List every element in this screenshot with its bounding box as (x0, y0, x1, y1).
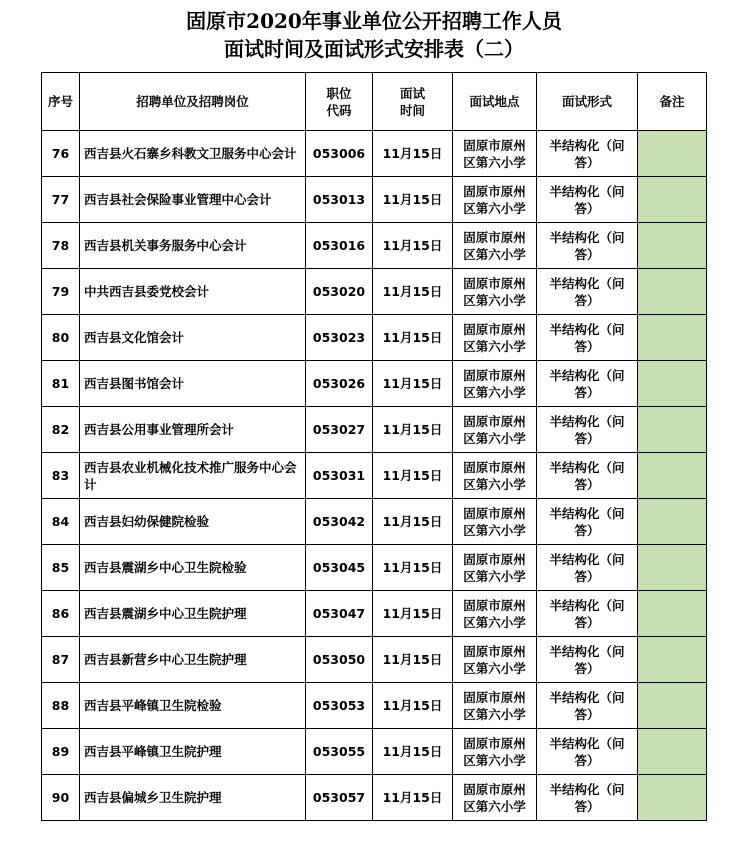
cell-unit: 西吉县火石寨乡科教文卫服务中心会计 (80, 131, 306, 177)
cell-form: 半结构化（问答） (537, 453, 638, 499)
cell-code: 053027 (306, 407, 373, 453)
cell-time: 11月15日 (373, 775, 453, 821)
table-row (42, 315, 707, 361)
cell-form: 半结构化（问答） (537, 361, 638, 407)
cell-unit: 西吉县新营乡中心卫生院护理 (80, 637, 306, 683)
cell-code: 053042 (306, 499, 373, 545)
table-row (42, 177, 707, 223)
cell-note (638, 591, 707, 637)
table-row (42, 545, 707, 591)
cell-place: 固原市原州区第六小学 (453, 591, 537, 637)
table-row (42, 499, 707, 545)
cell-seq: 83 (42, 453, 80, 499)
table-row (42, 269, 707, 315)
cell-note (638, 637, 707, 683)
cell-unit: 西吉县平峰镇卫生院护理 (80, 729, 306, 775)
cell-note (638, 269, 707, 315)
cell-code: 053053 (306, 683, 373, 729)
header-place: 面试地点 (453, 73, 537, 131)
cell-seq: 81 (42, 361, 80, 407)
cell-note (638, 545, 707, 591)
table-row (42, 453, 707, 499)
cell-unit: 西吉县公用事业管理所会计 (80, 407, 306, 453)
header-code (306, 73, 373, 131)
cell-code: 053047 (306, 591, 373, 637)
cell-time: 11月15日 (373, 591, 453, 637)
cell-time: 11月15日 (373, 499, 453, 545)
cell-place: 固原市原州区第六小学 (453, 223, 537, 269)
interview-schedule-table (41, 72, 707, 821)
cell-code: 053013 (306, 177, 373, 223)
cell-seq: 90 (42, 775, 80, 821)
table-row (42, 223, 707, 269)
cell-place: 固原市原州区第六小学 (453, 637, 537, 683)
cell-form: 半结构化（问答） (537, 131, 638, 177)
cell-time: 11月15日 (373, 177, 453, 223)
cell-unit: 西吉县妇幼保健院检验 (80, 499, 306, 545)
page-subtitle: 面试时间及面试形式安排表（二） (224, 37, 524, 61)
cell-note (638, 683, 707, 729)
header-time-text: 面试时间 (399, 85, 425, 118)
cell-unit: 西吉县机关事务服务中心会计 (80, 223, 306, 269)
cell-time: 11月15日 (373, 315, 453, 361)
cell-seq: 86 (42, 591, 80, 637)
cell-seq: 84 (42, 499, 80, 545)
table-row (42, 361, 707, 407)
cell-seq: 79 (42, 269, 80, 315)
cell-place: 固原市原州区第六小学 (453, 729, 537, 775)
cell-unit: 西吉县文化馆会计 (80, 315, 306, 361)
cell-form: 半结构化（问答） (537, 775, 638, 821)
table-row (42, 637, 707, 683)
cell-seq: 78 (42, 223, 80, 269)
table-row (42, 131, 707, 177)
cell-note (638, 361, 707, 407)
cell-code: 053026 (306, 361, 373, 407)
cell-seq: 85 (42, 545, 80, 591)
cell-time: 11月15日 (373, 637, 453, 683)
cell-note (638, 407, 707, 453)
cell-code: 053006 (306, 131, 373, 177)
cell-place: 固原市原州区第六小学 (453, 361, 537, 407)
table-header-row (42, 73, 707, 131)
cell-note (638, 131, 707, 177)
cell-form: 半结构化（问答） (537, 407, 638, 453)
cell-note (638, 499, 707, 545)
cell-place: 固原市原州区第六小学 (453, 177, 537, 223)
cell-note (638, 729, 707, 775)
table-row (42, 775, 707, 821)
cell-seq: 88 (42, 683, 80, 729)
table-row (42, 683, 707, 729)
cell-note (638, 177, 707, 223)
cell-time: 11月15日 (373, 407, 453, 453)
cell-form: 半结构化（问答） (537, 223, 638, 269)
table-row (42, 407, 707, 453)
cell-seq: 76 (42, 131, 80, 177)
cell-unit: 西吉县平峰镇卫生院检验 (80, 683, 306, 729)
cell-code: 053020 (306, 269, 373, 315)
cell-form: 半结构化（问答） (537, 591, 638, 637)
cell-place: 固原市原州区第六小学 (453, 775, 537, 821)
cell-time: 11月15日 (373, 683, 453, 729)
table-row (42, 591, 707, 637)
cell-time: 11月15日 (373, 223, 453, 269)
cell-code: 053057 (306, 775, 373, 821)
cell-place: 固原市原州区第六小学 (453, 683, 537, 729)
header-note: 备注 (638, 73, 707, 131)
cell-code: 053055 (306, 729, 373, 775)
cell-form: 半结构化（问答） (537, 637, 638, 683)
cell-note (638, 223, 707, 269)
cell-unit: 西吉县震湖乡中心卫生院护理 (80, 591, 306, 637)
cell-form: 半结构化（问答） (537, 269, 638, 315)
cell-form: 半结构化（问答） (537, 683, 638, 729)
header-time (373, 73, 453, 131)
cell-form: 半结构化（问答） (537, 315, 638, 361)
cell-form: 半结构化（问答） (537, 729, 638, 775)
cell-code: 053045 (306, 545, 373, 591)
cell-code: 053016 (306, 223, 373, 269)
cell-unit: 西吉县偏城乡卫生院护理 (80, 775, 306, 821)
header-form: 面试形式 (537, 73, 638, 131)
cell-form: 半结构化（问答） (537, 499, 638, 545)
cell-time: 11月15日 (373, 269, 453, 315)
cell-note (638, 315, 707, 361)
cell-seq: 82 (42, 407, 80, 453)
cell-unit: 西吉县社会保险事业管理中心会计 (80, 177, 306, 223)
header-unit: 招聘单位及招聘岗位 (80, 73, 306, 131)
cell-place: 固原市原州区第六小学 (453, 269, 537, 315)
cell-seq: 80 (42, 315, 80, 361)
cell-place: 固原市原州区第六小学 (453, 499, 537, 545)
cell-form: 半结构化（问答） (537, 545, 638, 591)
cell-code: 053050 (306, 637, 373, 683)
cell-time: 11月15日 (373, 131, 453, 177)
cell-seq: 77 (42, 177, 80, 223)
cell-seq: 87 (42, 637, 80, 683)
cell-unit: 西吉县震湖乡中心卫生院检验 (80, 545, 306, 591)
cell-place: 固原市原州区第六小学 (453, 453, 537, 499)
cell-note (638, 453, 707, 499)
cell-place: 固原市原州区第六小学 (453, 545, 537, 591)
cell-time: 11月15日 (373, 545, 453, 591)
cell-note (638, 775, 707, 821)
table-row (42, 729, 707, 775)
cell-place: 固原市原州区第六小学 (453, 407, 537, 453)
cell-time: 11月15日 (373, 361, 453, 407)
cell-time: 11月15日 (373, 453, 453, 499)
cell-code: 053023 (306, 315, 373, 361)
page-title: 固原市2020年事业单位公开招聘工作人员 (186, 9, 562, 33)
cell-place: 固原市原州区第六小学 (453, 315, 537, 361)
cell-unit: 西吉县农业机械化技术推广服务中心会计 (80, 453, 306, 499)
cell-unit: 西吉县图书馆会计 (80, 361, 306, 407)
cell-time: 11月15日 (373, 729, 453, 775)
header-seq: 序号 (42, 73, 80, 131)
header-code-text: 职位代码 (326, 85, 352, 118)
cell-seq: 89 (42, 729, 80, 775)
cell-unit: 中共西吉县委党校会计 (80, 269, 306, 315)
cell-place: 固原市原州区第六小学 (453, 131, 537, 177)
cell-code: 053031 (306, 453, 373, 499)
cell-form: 半结构化（问答） (537, 177, 638, 223)
